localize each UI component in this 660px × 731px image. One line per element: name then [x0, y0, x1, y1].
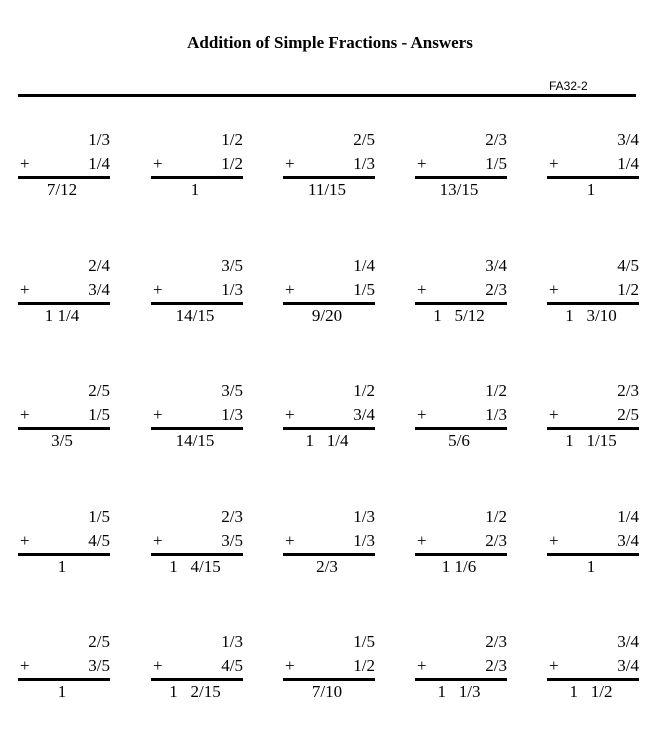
second-fraction: 1/5 — [88, 405, 110, 424]
second-fraction: 1/2 — [353, 656, 375, 675]
plus-sign: + — [417, 531, 427, 550]
problem-r4-c2 — [151, 507, 243, 582]
plus-sign: + — [285, 280, 295, 299]
plus-sign: + — [153, 405, 163, 424]
problem-r1-c2 — [151, 130, 243, 205]
plus-sign: + — [153, 280, 163, 299]
sum-bar — [547, 302, 639, 305]
second-fraction: 2/5 — [617, 405, 639, 424]
answer-value: 5/6 — [448, 431, 470, 450]
sum-bar — [415, 553, 507, 556]
second-fraction: 1/2 — [617, 280, 639, 299]
sum-bar — [283, 553, 375, 556]
answer-value: 9/20 — [311, 306, 343, 325]
sum-bar — [283, 302, 375, 305]
problem-r3-c5 — [547, 381, 639, 456]
problem-r1-c4 — [415, 130, 507, 205]
first-fraction: 1/2 — [353, 381, 375, 400]
problem-r4-c5 — [547, 507, 639, 582]
answer-value: 1 2/15 — [169, 682, 221, 701]
answer-value: 1 — [190, 180, 200, 199]
first-fraction: 2/5 — [88, 632, 110, 651]
answer-value: 1 5/12 — [433, 306, 485, 325]
second-fraction: 3/4 — [353, 405, 375, 424]
plus-sign: + — [20, 154, 30, 173]
problem-r2-c5 — [547, 256, 639, 331]
problem-r5-c4 — [415, 632, 507, 707]
first-fraction: 2/4 — [88, 256, 110, 275]
sum-bar — [415, 678, 507, 681]
second-fraction: 1/4 — [617, 154, 639, 173]
sum-bar — [18, 553, 110, 556]
plus-sign: + — [549, 405, 559, 424]
second-fraction: 3/4 — [617, 531, 639, 550]
sum-bar — [415, 427, 507, 430]
plus-sign: + — [285, 531, 295, 550]
plus-sign: + — [285, 656, 295, 675]
answer-value: 2/3 — [316, 557, 338, 576]
sum-bar — [547, 427, 639, 430]
page-title: Addition of Simple Fractions - Answers — [187, 33, 473, 52]
header-rule — [18, 94, 636, 97]
sum-bar — [151, 302, 243, 305]
second-fraction: 2/3 — [485, 531, 507, 550]
first-fraction: 1/5 — [88, 507, 110, 526]
plus-sign: + — [153, 531, 163, 550]
problem-r1-c5 — [547, 130, 639, 205]
second-fraction: 3/5 — [88, 656, 110, 675]
problem-r3-c2 — [151, 381, 243, 456]
problem-r1-c1 — [18, 130, 110, 205]
first-fraction: 1/2 — [485, 381, 507, 400]
plus-sign: + — [20, 656, 30, 675]
second-fraction: 2/3 — [485, 280, 507, 299]
answer-value: 1 4/15 — [169, 557, 221, 576]
second-fraction: 4/5 — [88, 531, 110, 550]
second-fraction: 1/3 — [353, 154, 375, 173]
first-fraction: 1/2 — [221, 130, 243, 149]
first-fraction: 2/5 — [353, 130, 375, 149]
first-fraction: 3/4 — [617, 632, 639, 651]
plus-sign: + — [549, 154, 559, 173]
sum-bar — [547, 176, 639, 179]
problem-r5-c2 — [151, 632, 243, 707]
answer-value: 1 1/4 — [305, 431, 349, 450]
first-fraction: 3/5 — [221, 256, 243, 275]
problem-r2-c3 — [283, 256, 375, 331]
problem-r4-c4 — [415, 507, 507, 582]
sum-bar — [547, 553, 639, 556]
plus-sign: + — [20, 405, 30, 424]
answer-value: 3/5 — [51, 431, 73, 450]
plus-sign: + — [417, 154, 427, 173]
plus-sign: + — [285, 405, 295, 424]
first-fraction: 2/5 — [88, 381, 110, 400]
answer-value: 1 1/4 — [44, 306, 80, 325]
answer-value: 1 1/15 — [565, 431, 617, 450]
plus-sign: + — [285, 154, 295, 173]
sum-bar — [18, 427, 110, 430]
problem-r4-c1 — [18, 507, 110, 582]
first-fraction: 1/3 — [353, 507, 375, 526]
sum-bar — [18, 678, 110, 681]
second-fraction: 1/5 — [485, 154, 507, 173]
problem-r5-c5 — [547, 632, 639, 707]
first-fraction: 1/4 — [353, 256, 375, 275]
answer-value: 14/15 — [175, 431, 215, 450]
sum-bar — [415, 176, 507, 179]
plus-sign: + — [20, 531, 30, 550]
plus-sign: + — [20, 280, 30, 299]
first-fraction: 3/4 — [485, 256, 507, 275]
first-fraction: 4/5 — [617, 256, 639, 275]
sum-bar — [151, 678, 243, 681]
second-fraction: 1/3 — [221, 280, 243, 299]
first-fraction: 1/3 — [221, 632, 243, 651]
plus-sign: + — [549, 656, 559, 675]
plus-sign: + — [417, 405, 427, 424]
worksheet-code: FA32-2 — [549, 79, 588, 93]
answer-value: 1 — [586, 180, 596, 199]
plus-sign: + — [153, 154, 163, 173]
problem-r1-c3 — [283, 130, 375, 205]
second-fraction: 3/5 — [221, 531, 243, 550]
sum-bar — [415, 302, 507, 305]
answer-value: 1 — [586, 557, 596, 576]
sum-bar — [151, 427, 243, 430]
first-fraction: 1/4 — [617, 507, 639, 526]
first-fraction: 1/3 — [88, 130, 110, 149]
sum-bar — [18, 302, 110, 305]
plus-sign: + — [549, 280, 559, 299]
second-fraction: 1/3 — [353, 531, 375, 550]
first-fraction: 2/3 — [485, 632, 507, 651]
problem-r2-c2 — [151, 256, 243, 331]
second-fraction: 1/3 — [221, 405, 243, 424]
answer-value: 7/12 — [46, 180, 78, 199]
second-fraction: 1/2 — [221, 154, 243, 173]
sum-bar — [283, 427, 375, 430]
plus-sign: + — [549, 531, 559, 550]
plus-sign: + — [417, 656, 427, 675]
plus-sign: + — [417, 280, 427, 299]
sum-bar — [283, 176, 375, 179]
answer-value: 1 1/6 — [441, 557, 477, 576]
second-fraction: 1/3 — [485, 405, 507, 424]
answer-value: 1 3/10 — [565, 306, 617, 325]
answer-value: 1 1/2 — [569, 682, 613, 701]
problem-r2-c1 — [18, 256, 110, 331]
answer-value: 13/15 — [439, 180, 479, 199]
problem-r4-c3 — [283, 507, 375, 582]
second-fraction: 1/5 — [353, 280, 375, 299]
first-fraction: 1/5 — [353, 632, 375, 651]
second-fraction: 3/4 — [617, 656, 639, 675]
sum-bar — [151, 176, 243, 179]
answer-value: 14/15 — [175, 306, 215, 325]
first-fraction: 2/3 — [221, 507, 243, 526]
problem-r5-c1 — [18, 632, 110, 707]
problem-r5-c3 — [283, 632, 375, 707]
first-fraction: 3/5 — [221, 381, 243, 400]
problem-r2-c4 — [415, 256, 507, 331]
sum-bar — [547, 678, 639, 681]
answer-value: 1 — [57, 557, 67, 576]
problem-r3-c4 — [415, 381, 507, 456]
first-fraction: 1/2 — [485, 507, 507, 526]
sum-bar — [283, 678, 375, 681]
answer-value: 7/10 — [311, 682, 343, 701]
answer-value: 11/15 — [307, 180, 347, 199]
first-fraction: 3/4 — [617, 130, 639, 149]
first-fraction: 2/3 — [485, 130, 507, 149]
second-fraction: 1/4 — [88, 154, 110, 173]
sum-bar — [151, 553, 243, 556]
second-fraction: 3/4 — [88, 280, 110, 299]
answer-value: 1 1/3 — [437, 682, 481, 701]
answer-value: 1 — [57, 682, 67, 701]
first-fraction: 2/3 — [617, 381, 639, 400]
problem-r3-c3 — [283, 381, 375, 456]
second-fraction: 2/3 — [485, 656, 507, 675]
problem-r3-c1 — [18, 381, 110, 456]
sum-bar — [18, 176, 110, 179]
plus-sign: + — [153, 656, 163, 675]
second-fraction: 4/5 — [221, 656, 243, 675]
